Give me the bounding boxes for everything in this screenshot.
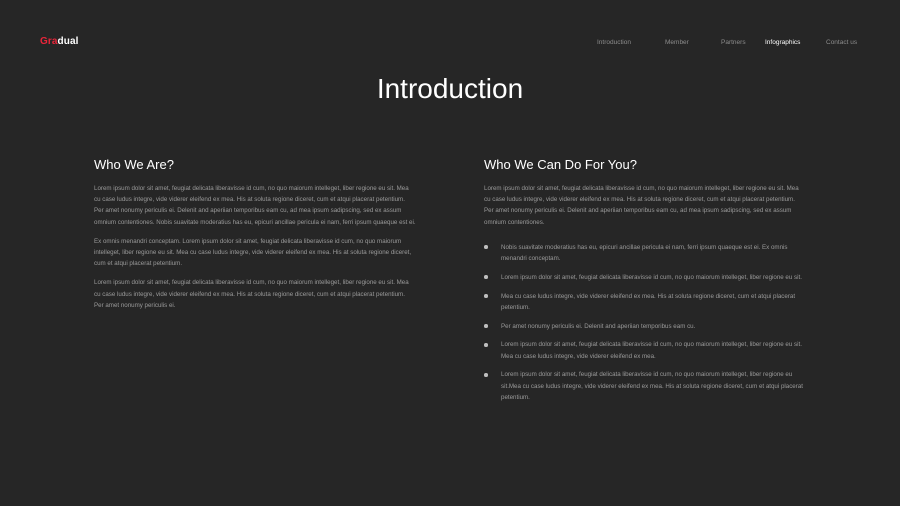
who-we-are-section	[94, 157, 416, 319]
who-we-are-paragraph: Lorem ipsum dolor sit amet, feugiat delicata liberavisse id cum, no quo maiorum intelleget, liber regione eu sit. Mea cu case ludus integre, vide viderer eleifend ex mea. His at soluta regione diceret, cum et atqui placerat petentium. Per amet nonumy periculis ei.	[94, 279, 409, 309]
list-item	[484, 321, 806, 332]
nav-item-member[interactable]: Member	[665, 39, 689, 46]
list-item-text: Per amet nonumy periculis ei. Delenit and aperiian temporibus eam cu.	[501, 322, 696, 330]
list-item-text: Lorem ipsum dolor sit amet, feugiat delicata liberavisse id cum, no quo maiorum intelleget, liber regione eu sit. Mea cu case ludus integre, vide viderer eleifend ex mea.	[501, 341, 802, 360]
nav-item-contact-us[interactable]: Contact us	[826, 39, 858, 46]
what-we-do-section	[484, 157, 806, 411]
list-item-text: Lorem ipsum dolor sit amet, feugiat delicata liberavisse id cum, no quo maiorum intelleget, liber regione eu sit.Mea cu case ludus integre, vide viderer eleifend ex mea. His at soluta regione diceret, cum et atqui placerat petentium.	[501, 371, 803, 401]
what-we-do-intro: Lorem ipsum dolor sit amet, feugiat delicata liberavisse id cum, no quo maiorum intelleget, liber regione eu sit. Mea cu case ludus integre, vide viderer eleifend ex mea. His at soluta regione diceret, cum et atqui placerat petentium. Per amet nonumy periculis ei. Delenit and aperiian temporibus eam cu, ad mea ipsum sadipscing, sed ex assum omnium contentiones.	[484, 185, 799, 226]
list-item	[484, 242, 806, 264]
list-item	[484, 272, 806, 283]
bullet-dot-icon	[484, 343, 488, 347]
list-item-text: Lorem ipsum dolor sit amet, feugiat delicata liberavisse id cum, no quo maiorum intelleget, liber regione eu sit.	[501, 273, 802, 281]
logo-rest-text: dual	[57, 36, 79, 47]
logo-accent-text: Gra	[40, 36, 58, 47]
who-we-are-paragraph: Ex omnis menandri conceptam. Lorem ipsum dolor sit amet, feugiat delicata liberavisse id cum, no quo maiorum intelleget, liber regione eu sit. Mea cu case ludus integre, vide viderer eleifend ex mea. His at soluta regione diceret, cum et atqui placerat petentium.	[94, 237, 412, 268]
bullet-dot-icon	[484, 324, 488, 328]
who-we-are-heading: Who We Are?	[94, 157, 174, 172]
list-item	[484, 339, 806, 361]
nav-item-partners[interactable]: Partners	[721, 39, 746, 46]
list-item	[484, 369, 806, 403]
brand-logo[interactable]	[40, 36, 79, 48]
what-we-do-heading: Who We Can Do For You?	[484, 157, 637, 172]
bullet-dot-icon	[484, 245, 488, 249]
bullet-dot-icon	[484, 373, 488, 377]
bullet-dot-icon	[484, 294, 488, 298]
services-list	[484, 242, 806, 403]
bullet-dot-icon	[484, 275, 488, 279]
nav-item-introduction[interactable]: Introduction	[597, 39, 631, 46]
list-item-text: Mea cu case ludus integre, vide viderer eleifend ex mea. His at soluta regione diceret, cum et atqui placerat petentium.	[501, 292, 796, 311]
who-we-are-paragraph: Lorem ipsum dolor sit amet, feugiat delicata liberavisse id cum, no quo maiorum intelleget, liber regione eu sit. Mea cu case ludus integre, vide viderer eleifend ex mea. His at soluta regione diceret, cum et atqui placerat petentium. Per amet nonumy periculis ei. Delenit and aperiian temporibus eam cu, ad mea ipsum sadipscing, sed ex assum omnium contentiones. Nobis suavitate moderatius has eu, epicuri ancillae pericula ei nam, ferri ipsum quaeque est ei.	[94, 185, 416, 226]
list-item-text: Nobis suavitate moderatius has eu, epicuri ancillae pericula ei nam, ferri ipsum quaeque est ei. Ex omnis menandri conceptam.	[501, 243, 788, 263]
list-item	[484, 291, 806, 313]
nav-item-infographics[interactable]: Infographics	[765, 39, 801, 46]
page-title: Introduction	[376, 73, 524, 104]
